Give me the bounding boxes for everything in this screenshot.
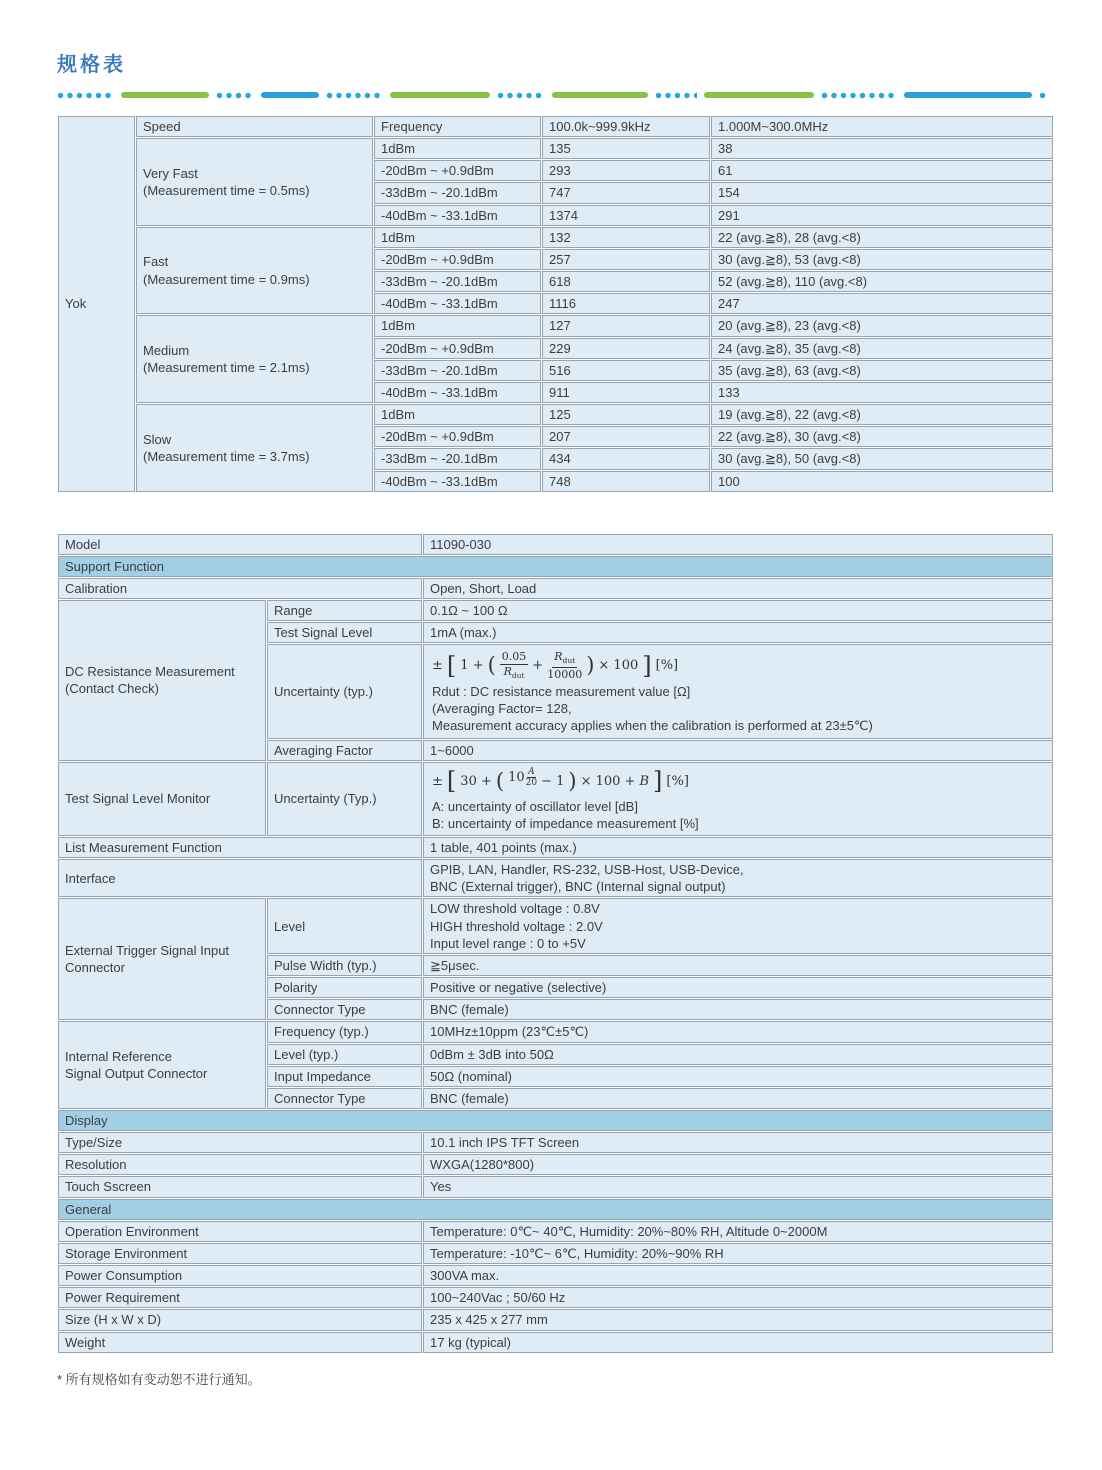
ext-trigger-label-cell	[58, 898, 266, 1020]
math-token: 0.05	[501, 650, 527, 664]
value-cell: 38	[711, 138, 1053, 159]
value-cell: 1mA (max.)	[423, 622, 1053, 643]
value-cell: BNC (female)	[423, 999, 1053, 1020]
corner-label-cell: Yok	[58, 116, 135, 492]
math-token: )	[586, 652, 595, 677]
value-cell: 127	[542, 315, 710, 336]
label-line: (Contact Check)	[65, 681, 159, 697]
math-token: R	[554, 650, 563, 664]
value-line: GPIB, LAN, Handler, RS-232, USB-Host, USB-Device,	[430, 862, 744, 878]
section-header-cell: Support Function	[58, 556, 1053, 577]
table-row	[58, 315, 1053, 336]
value-cell: Open, Short, Load	[423, 578, 1053, 599]
math-power	[508, 766, 538, 795]
value-cell: 0.1Ω ~ 100 Ω	[423, 600, 1053, 621]
group-time: (Measurement time = 3.7ms)	[143, 448, 310, 464]
sublabel-cell: Level	[267, 898, 422, 953]
math-token: [	[446, 651, 457, 680]
value-cell: 100	[711, 471, 1053, 492]
math-token: +	[532, 658, 544, 674]
math-token: × 100	[598, 658, 639, 674]
header-band2-cell: 1.000M~300.0MHz	[711, 116, 1053, 137]
value-cell: 1~6000	[423, 740, 1053, 761]
divider-dots-icon	[655, 92, 697, 99]
value-cell: 52 (avg.≧8), 110 (avg.<8)	[711, 271, 1053, 292]
math-token: ]	[653, 767, 663, 796]
formula-note: Rdut : DC resistance measurement value [Ω]	[432, 684, 691, 700]
header-frequency-cell: Frequency	[374, 116, 541, 137]
table-row	[58, 404, 1053, 425]
math-token: [%]	[655, 658, 679, 674]
value-cell: 207	[542, 426, 710, 447]
monitor-uncertainty-formula	[432, 766, 1044, 796]
row-interface	[58, 859, 1053, 897]
section-header-cell: General	[58, 1199, 1053, 1220]
math-token: 30 +	[460, 774, 492, 790]
math-token	[504, 665, 525, 680]
group-slow-cell	[136, 404, 373, 492]
math-token: ±	[432, 658, 443, 674]
value-cell: 247	[711, 293, 1053, 314]
row-list-measurement	[58, 837, 1053, 858]
value-cell: 133	[711, 382, 1053, 403]
value-cell: 61	[711, 160, 1053, 181]
value-cell: 20 (avg.≧8), 23 (avg.<8)	[711, 315, 1053, 336]
table-row	[58, 1176, 1053, 1197]
label-cell: Model	[58, 534, 422, 555]
math-token: A	[528, 766, 535, 777]
sublabel-cell: Input Impedance	[267, 1066, 422, 1087]
value-cell: 0dBm ± 3dB into 50Ω	[423, 1044, 1053, 1065]
math-token: 10	[508, 769, 525, 785]
value-cell: 132	[542, 227, 710, 248]
table-row	[58, 116, 1053, 137]
divider-dots-icon	[821, 92, 897, 99]
divider-bar	[121, 92, 209, 99]
value-cell: Positive or negative (selective)	[423, 977, 1053, 998]
label-cell: Type/Size	[58, 1132, 422, 1153]
value-cell: Temperature: -10℃~ 6℃, Humidity: 20%~90% RH	[423, 1243, 1053, 1264]
math-fraction	[500, 651, 529, 680]
value-cell: 30 (avg.≧8), 53 (avg.<8)	[711, 249, 1053, 270]
row-display-header	[58, 1110, 1053, 1131]
value-cell: 50Ω (nominal)	[423, 1066, 1053, 1087]
label-cell: Size (H x W x D)	[58, 1309, 422, 1330]
value-cell: ≧5μsec.	[423, 955, 1053, 976]
formula-note: B: uncertainty of impedance measurement [%]	[432, 815, 699, 831]
group-medium-cell	[136, 315, 373, 403]
divider-dots-icon	[326, 92, 383, 99]
level-cell: -20dBm ~ +0.9dBm	[374, 160, 541, 181]
value-cell: 100~240Vac ; 50/60 Hz	[423, 1287, 1053, 1308]
label-line: DC Resistance Measurement	[65, 664, 235, 680]
value-cell: 10.1 inch IPS TFT Screen	[423, 1132, 1053, 1153]
value-line: HIGH threshold voltage : 2.0V	[430, 918, 603, 934]
table-row	[58, 1243, 1053, 1264]
value-cell: 300VA max.	[423, 1265, 1053, 1286]
value-cell: BNC (female)	[423, 1088, 1053, 1109]
math-fraction	[547, 651, 582, 680]
value-cell: 257	[542, 249, 710, 270]
value-cell: 22 (avg.≧8), 30 (avg.<8)	[711, 426, 1053, 447]
group-name: Very Fast	[143, 165, 198, 181]
divider-dots-icon	[216, 92, 254, 99]
sublabel-cell: Polarity	[267, 977, 422, 998]
value-cell: 1374	[542, 205, 710, 226]
label-cell: Touch Sscreen	[58, 1176, 422, 1197]
value-cell: 125	[542, 404, 710, 425]
value-cell: 747	[542, 182, 710, 203]
level-cell: 1dBm	[374, 227, 541, 248]
table-row	[58, 1309, 1053, 1330]
level-cell: -40dBm ~ -33.1dBm	[374, 205, 541, 226]
value-cell: 135	[542, 138, 710, 159]
formula-note: (Averaging Factor= 128,	[432, 701, 572, 717]
dc-uncertainty-formula	[432, 651, 1044, 680]
level-cell: -40dBm ~ -33.1dBm	[374, 471, 541, 492]
math-token: B	[639, 774, 650, 790]
value-line: BNC (External trigger), BNC (Internal signal output)	[430, 879, 726, 895]
row-dc-range	[58, 600, 1053, 621]
level-cell: -33dBm ~ -20.1dBm	[374, 360, 541, 381]
math-token: ±	[432, 774, 443, 790]
value-cell: 154	[711, 182, 1053, 203]
speed-table	[57, 115, 1054, 493]
label-line: Connector	[65, 960, 125, 976]
label-cell: Operation Environment	[58, 1221, 422, 1242]
sublabel-cell: Uncertainty (typ.)	[267, 644, 422, 738]
group-time: (Measurement time = 0.9ms)	[143, 271, 310, 287]
sublabel-cell: Test Signal Level	[267, 622, 422, 643]
row-test-signal-level-monitor	[58, 762, 1053, 836]
value-cell: 11090-030	[423, 534, 1053, 555]
page-title: 规格表	[57, 54, 126, 76]
label-cell: Storage Environment	[58, 1243, 422, 1264]
math-token: (	[487, 652, 496, 677]
sublabel-cell: Level (typ.)	[267, 1044, 422, 1065]
row-iref-frequency	[58, 1021, 1053, 1042]
sublabel-cell: Pulse Width (typ.)	[267, 955, 422, 976]
label-cell: Calibration	[58, 578, 422, 599]
label-cell: Test Signal Level Monitor	[58, 762, 266, 836]
label-cell: Weight	[58, 1332, 422, 1353]
group-time: (Measurement time = 0.5ms)	[143, 182, 310, 198]
math-token: [	[446, 767, 457, 796]
footnote: * 所有规格如有变动恕不进行通知。	[57, 1371, 261, 1387]
sublabel-cell: Frequency (typ.)	[267, 1021, 422, 1042]
sublabel-cell: Connector Type	[267, 999, 422, 1020]
section-header-cell: Display	[58, 1110, 1053, 1131]
value-cell	[423, 859, 1053, 897]
group-name: Medium	[143, 343, 190, 359]
header-band1-cell: 100.0k~999.9kHz	[542, 116, 710, 137]
math-token: − 1	[541, 774, 565, 790]
divider-dots-icon	[57, 92, 114, 99]
value-cell: 22 (avg.≧8), 28 (avg.<8)	[711, 227, 1053, 248]
label-cell: Resolution	[58, 1154, 422, 1175]
value-line: Input level range : 0 to +5V	[430, 935, 586, 951]
value-cell: 434	[542, 448, 710, 469]
level-cell: -33dBm ~ -20.1dBm	[374, 448, 541, 469]
value-cell: 24 (avg.≧8), 35 (avg.<8)	[711, 338, 1053, 359]
decorative-divider	[57, 91, 1048, 99]
value-cell: 235 x 425 x 277 mm	[423, 1309, 1053, 1330]
level-cell: -40dBm ~ -33.1dBm	[374, 293, 541, 314]
math-token: 1 +	[460, 658, 484, 674]
value-cell: 516	[542, 360, 710, 381]
group-name: Slow	[143, 431, 172, 447]
math-token: dut	[511, 671, 525, 681]
table-row	[58, 1332, 1053, 1353]
math-token: 20	[525, 777, 538, 788]
table-row	[58, 1154, 1053, 1175]
value-cell: Yes	[423, 1176, 1053, 1197]
label-line: External Trigger Signal Input	[65, 943, 230, 959]
value-cell: 1 table, 401 points (max.)	[423, 837, 1053, 858]
value-cell	[423, 898, 1053, 953]
divider-dots-icon	[1039, 92, 1048, 99]
label-cell: List Measurement Function	[58, 837, 422, 858]
table-row	[58, 227, 1053, 248]
level-cell: 1dBm	[374, 404, 541, 425]
level-cell: 1dBm	[374, 315, 541, 336]
group-fast-cell	[136, 227, 373, 315]
monitor-uncertainty-value-cell	[423, 762, 1053, 836]
value-line: LOW threshold voltage : 0.8V	[430, 901, 600, 917]
math-token: (	[495, 768, 505, 793]
value-cell: Temperature: 0℃~ 40℃, Humidity: 20%~80% RH, Altitude 0~2000M	[423, 1221, 1053, 1242]
sublabel-cell: Range	[267, 600, 422, 621]
table-row	[58, 1132, 1053, 1153]
dc-resistance-label-cell	[58, 600, 266, 761]
value-cell: 618	[542, 271, 710, 292]
value-cell: 10MHz±10ppm (23℃±5℃)	[423, 1021, 1053, 1042]
internal-ref-label-cell	[58, 1021, 266, 1109]
value-cell: 911	[542, 382, 710, 403]
divider-bar	[261, 92, 319, 99]
spec-table	[57, 533, 1054, 1354]
label-cell: Power Consumption	[58, 1265, 422, 1286]
level-cell: -40dBm ~ -33.1dBm	[374, 382, 541, 403]
math-token: ]	[642, 651, 652, 680]
level-cell: 1dBm	[374, 138, 541, 159]
divider-bar	[390, 92, 490, 99]
level-cell: -33dBm ~ -20.1dBm	[374, 271, 541, 292]
table-row	[58, 1287, 1053, 1308]
row-support-function	[58, 556, 1053, 577]
group-time: (Measurement time = 2.1ms)	[143, 360, 310, 376]
group-very-fast-cell	[136, 138, 373, 226]
math-token: × 100 +	[580, 774, 636, 790]
math-token	[552, 651, 577, 667]
table-row	[58, 1265, 1053, 1286]
row-general-header	[58, 1199, 1053, 1220]
divider-bar	[904, 92, 1032, 99]
label-cell: Power Requirement	[58, 1287, 422, 1308]
sublabel-cell: Uncertainty (Typ.)	[267, 762, 422, 836]
table-row	[58, 1221, 1053, 1242]
math-token: [%]	[666, 774, 689, 790]
math-token: )	[568, 768, 577, 793]
value-cell: 1116	[542, 293, 710, 314]
sublabel-cell: Connector Type	[267, 1088, 422, 1109]
level-cell: -20dBm ~ +0.9dBm	[374, 338, 541, 359]
group-name: Fast	[143, 254, 169, 270]
divider-dots-icon	[497, 92, 545, 99]
level-cell: -20dBm ~ +0.9dBm	[374, 249, 541, 270]
level-cell: -20dBm ~ +0.9dBm	[374, 426, 541, 447]
table-row	[58, 138, 1053, 159]
row-model	[58, 534, 1053, 555]
formula-note: A: uncertainty of oscillator level [dB]	[432, 798, 638, 814]
dc-uncertainty-value-cell	[423, 644, 1053, 738]
formula-note: Measurement accuracy applies when the calibration is performed at 23±5℃)	[432, 718, 873, 734]
value-cell: 291	[711, 205, 1053, 226]
math-token: 10000	[547, 667, 583, 681]
value-cell: 229	[542, 338, 710, 359]
value-cell: 19 (avg.≧8), 22 (avg.<8)	[711, 404, 1053, 425]
divider-bar	[552, 92, 648, 99]
level-cell: -33dBm ~ -20.1dBm	[374, 182, 541, 203]
value-cell: 30 (avg.≧8), 50 (avg.<8)	[711, 448, 1053, 469]
divider-bar	[704, 92, 814, 99]
value-cell: 17 kg (typical)	[423, 1332, 1053, 1353]
value-cell: 293	[542, 160, 710, 181]
header-speed-cell: Speed	[136, 116, 373, 137]
math-exponent-fraction	[526, 768, 537, 788]
row-ext-trigger-level	[58, 898, 1053, 953]
value-cell: 748	[542, 471, 710, 492]
math-token: R	[503, 664, 512, 678]
math-token: dut	[562, 656, 576, 666]
value-cell: 35 (avg.≧8), 63 (avg.<8)	[711, 360, 1053, 381]
label-line: Internal Reference	[65, 1049, 172, 1065]
label-line: Signal Output Connector	[65, 1066, 208, 1082]
value-cell: WXGA(1280*800)	[423, 1154, 1053, 1175]
row-calibration	[58, 578, 1053, 599]
sublabel-cell: Averaging Factor	[267, 740, 422, 761]
label-cell: Interface	[58, 859, 422, 897]
